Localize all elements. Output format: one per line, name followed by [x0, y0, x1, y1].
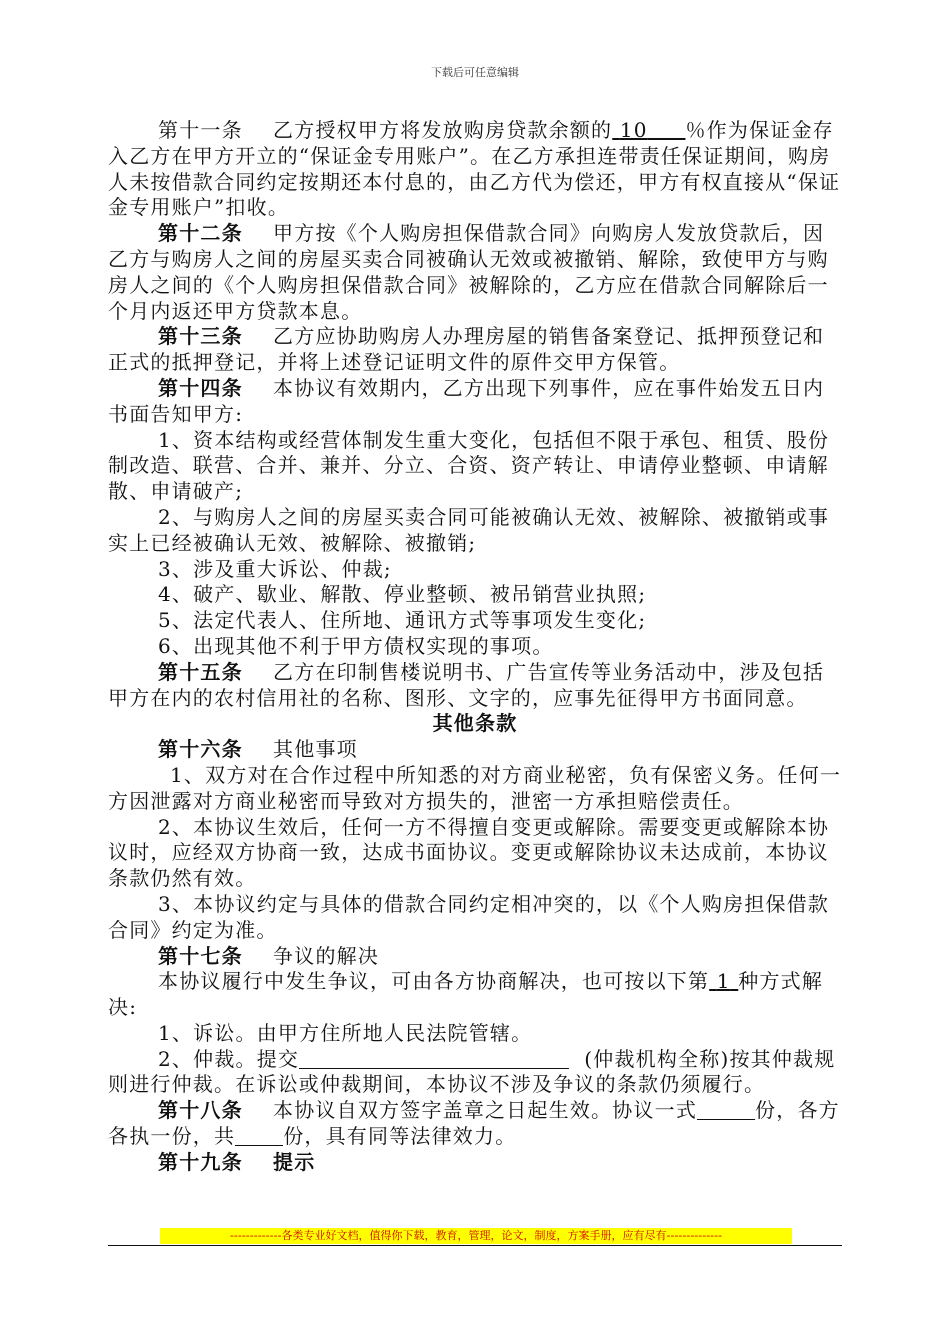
article-19 [108, 1150, 842, 1176]
document-body [108, 118, 842, 1176]
copies-total-blank [697, 1099, 755, 1120]
section-title: 其他条款 [432, 711, 518, 736]
footer-banner: -------------各类专业好文档，值得你下载，教育，管理，论文，制度，方案手册，应有尽有-------------- [160, 1228, 792, 1244]
article-18 [108, 1098, 842, 1150]
copies-each-blank [235, 1125, 283, 1146]
article-12 [108, 221, 842, 324]
article-18-text-a: 本协议自双方签字盖章之日起生效。协议一式 [273, 1098, 698, 1123]
article-16-title: 其他事项 [273, 737, 358, 762]
article-11-label: 第十一条 [158, 118, 243, 142]
article-14 [108, 376, 842, 428]
list-item: 2、与购房人之间的房屋买卖合同可能被确认无效、被解除、被撤销或事实上已经被确认无效、被解除、被撤销; [108, 504, 830, 555]
article-11 [108, 118, 842, 221]
article-16 [108, 737, 842, 763]
list-item [108, 1047, 842, 1099]
article-13-text: 乙方应协助购房人办理房屋的销售备案登记、抵押预登记和正式的抵押登记，并将上述登记证明文件的原件交甲方保管。 [108, 324, 825, 375]
article-11-percentage-value: 10 [619, 118, 648, 142]
list-item: 4、破产、歇业、解散、停业整顿、被吊销营业执照; [158, 582, 647, 607]
list-item: 3、本协议约定与具体的借款合同约定相冲突的，以《个人购房担保借款合同》约定为准。 [108, 891, 830, 942]
article-14-label: 第十四条 [158, 375, 243, 400]
article-12-label: 第十二条 [158, 221, 243, 246]
arbitration-institution-blank [299, 1048, 569, 1069]
list-item: 5、法定代表人、住所地、通讯方式等事项发生变化; [158, 608, 647, 633]
page-header-note: 下载后可任意编辑 [431, 66, 519, 79]
article-17-text-b: 种方式解决: [108, 969, 824, 1020]
article-13 [108, 324, 842, 376]
article-17 [108, 944, 842, 970]
article-15-text: 乙方在印制售楼说明书、广告宣传等业务活动中，涉及包括甲方在内的农村信用社的名称、图形、文字的，应事先征得甲方书面同意。 [108, 659, 825, 710]
article-15-label: 第十五条 [158, 659, 243, 684]
article-17-body [108, 969, 842, 1021]
list-item: 6、出现其他不利于甲方债权实现的事项。 [158, 633, 554, 658]
footer-divider [108, 1245, 842, 1246]
article-13-label: 第十三条 [158, 324, 243, 349]
article-17-choice-value: 1 [716, 969, 731, 994]
article-17-title: 争议的解决 [273, 943, 380, 968]
article-16-label: 第十六条 [158, 737, 243, 762]
article-17-label: 第十七条 [158, 943, 243, 968]
article-19-label: 第十九条 [158, 1149, 243, 1174]
article-18-text-b: 份，各方各执一份，共 [108, 1098, 840, 1149]
article-19-title: 提示 [273, 1149, 316, 1174]
article-15 [108, 660, 842, 712]
article-11-text-b: ％作为保证金存入乙方在甲方开立的“保证金专用账户”。在乙方承担连带责任保证期间，购房人未按借款合同约定按期还本付息的，由乙方代为偿还，甲方有权直接从“保证金专用账户”扣收。 [108, 118, 841, 220]
article-14-text: 本协议有效期内，乙方出现下列事件，应在事件始发五日内书面告知甲方: [108, 375, 825, 426]
list-item: 1、双方对在合作过程中所知悉的对方商业秘密，负有保密义务。任何一方因泄露对方商业秘密而导致对方损失的，泄密一方承担赔偿责任。 [108, 762, 842, 813]
article-18-label: 第十八条 [158, 1098, 243, 1123]
list-item: 3、涉及重大诉讼、仲裁; [158, 556, 392, 581]
list-item: 1、资本结构或经营体制发生重大变化，包括但不限于承包、租赁、股份制改造、联营、合并、兼并、分立、合资、资产转让、申请停业整顿、申请解散、申请破产; [108, 427, 830, 504]
list-item: 2、本协议生效后，任何一方不得擅自变更或解除。需要变更或解除本协议时，应经双方协商一致，达成书面协议。变更或解除协议未达成前，本协议条款仍然有效。 [108, 814, 830, 891]
list-item: 1、诉讼。由甲方住所地人民法院管辖。 [158, 1020, 533, 1045]
article-17-item2-a: 2、仲裁。提交 [158, 1046, 300, 1071]
article-12-text: 甲方按《个人购房担保借款合同》向购房人发放贷款后，因乙方与购房人之间的房屋买卖合同被确认无效或被撤销、解除，致使甲方与购房人之间的《个人购房担保借款合同》被解除的，乙方应在借款合同解除后一个月内返还甲方贷款本息。 [108, 221, 829, 323]
article-11-text-a: 乙方授权甲方将发放购房贷款余额的 [273, 118, 613, 142]
article-17-item2-b: (仲裁机构全称)按其仲裁规则进行仲裁。在诉讼或仲裁期间，本协议不涉及争议的条款仍须履行。 [108, 1046, 836, 1097]
article-18-text-c: 份，具有同等法律效力。 [283, 1124, 517, 1149]
article-17-text-a: 本协议履行中发生争议，可由各方协商解决，也可按以下第 [158, 969, 710, 994]
